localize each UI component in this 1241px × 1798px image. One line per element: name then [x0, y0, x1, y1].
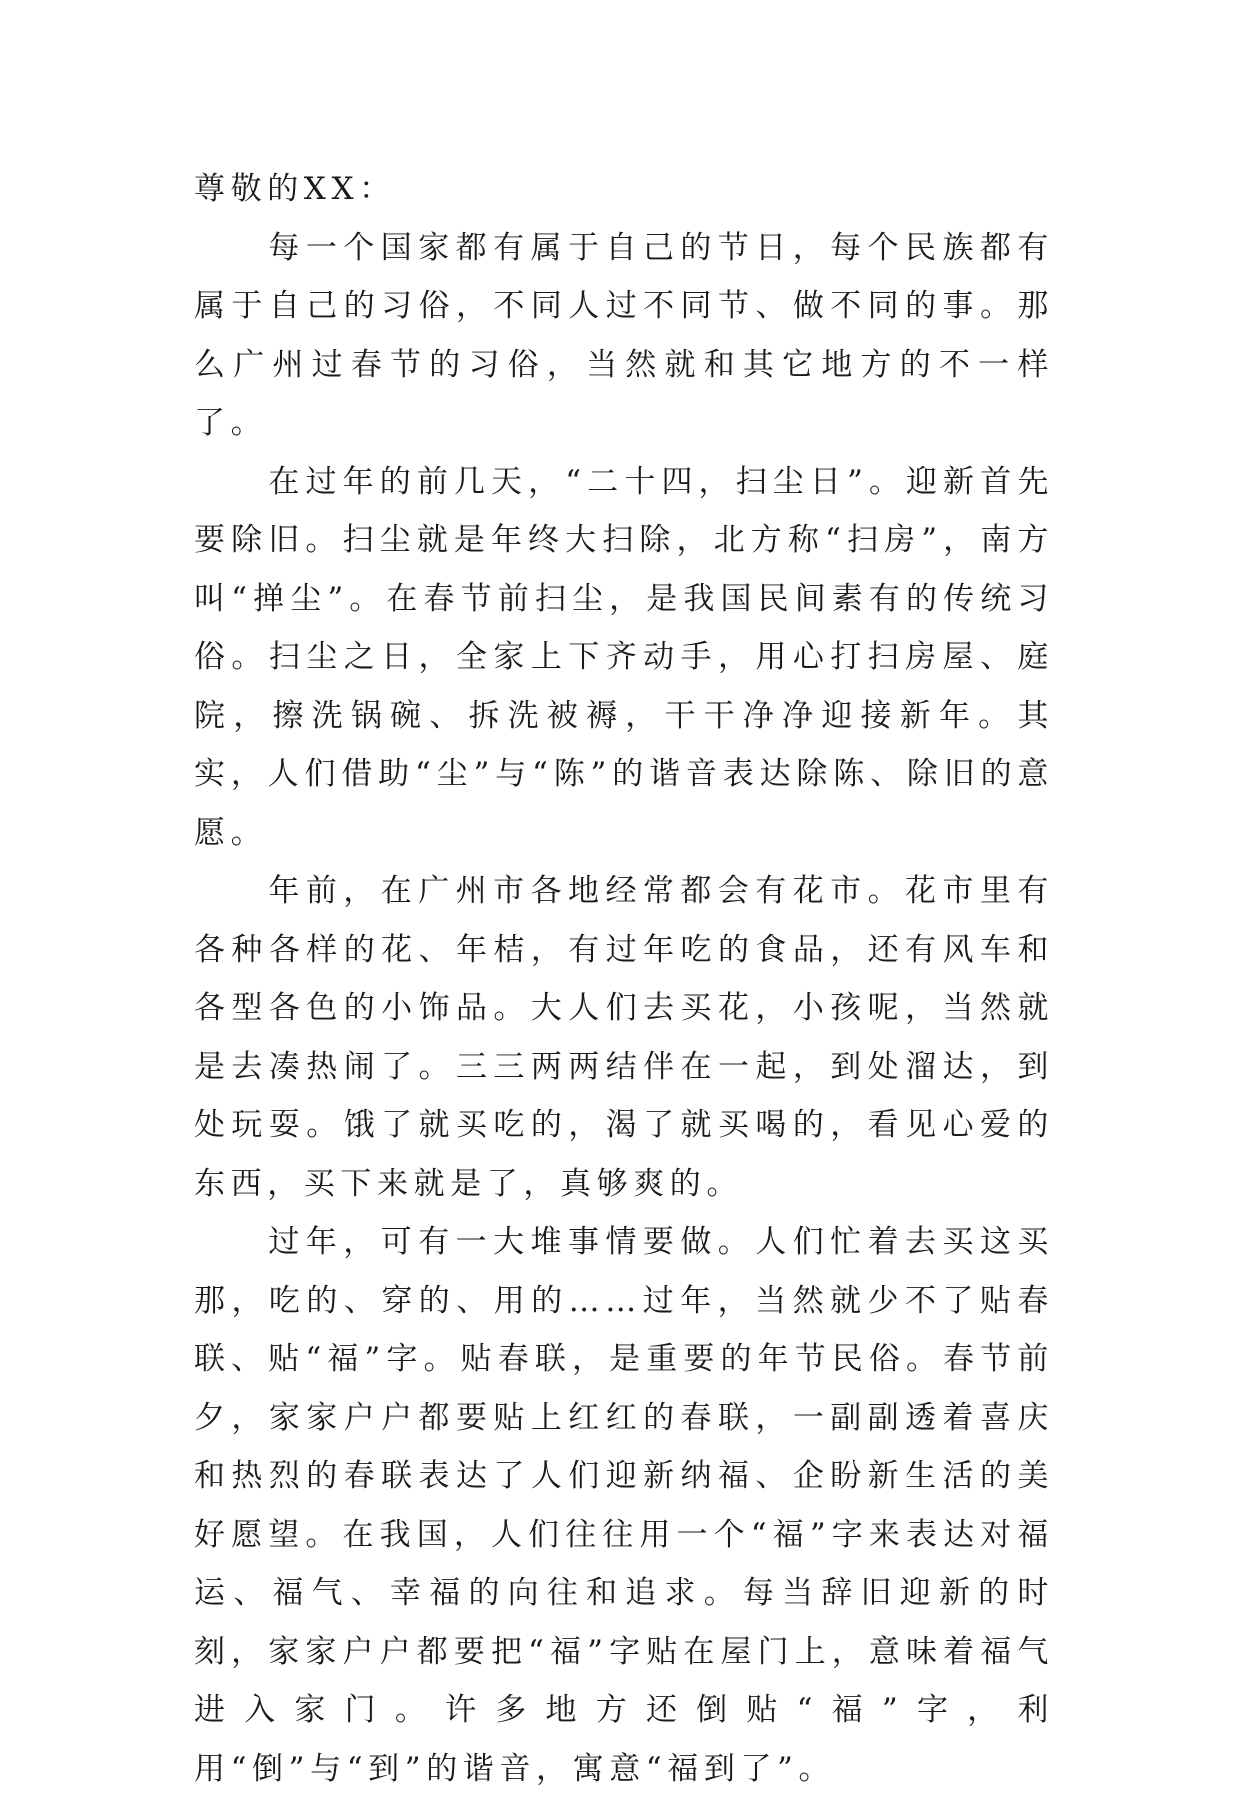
paragraph-2: 在过年的前几天，“二十四，扫尘日”。迎新首先要除旧。扫尘就是年终大扫除，北方称“扫房”，南方叫“掸尘”。在春节前扫尘，是我国民间素有的传统习俗。扫尘之日，全家上下齐动手，用心打扫房屋、庭院，擦洗锅碗、拆洗被褥，干干净净迎接新年。其实，人们借助“尘”与“陈”的谐音表达除陈、除旧的意愿。	[194, 463, 1054, 851]
paragraph-3: 年前，在广州市各地经常都会有花市。花市里有各种各样的花、年桔，有过年吃的食品，还有风车和各型各色的小饰品。大人们去买花，小孩呢，当然就是去凑热闹了。三三两两结伴在一起，到处溜达，到处玩耍。饿了就买吃的，渴了就买喝的，看见心爱的东西，买下来就是了，真够爽的。	[194, 873, 1054, 1202]
paragraph-4: 过年，可有一大堆事情要做。人们忙着去买这买那，吃的、穿的、用的……过年，当然就少不了贴春联、贴“福”字。贴春联，是重要的年节民俗。春节前夕，家家户户都要贴上红红的春联，一副副透着喜庆和热烈的春联表达了人们迎新纳福、企盼新生活的美好愿望。在我国，人们往往用一个“福”字来表达对福运、福气、幸福的向往和追求。每当辞旧迎新的时刻，家家户户都要把“福”字贴在屋门上，意味着福气进入家门。许多地方还倒贴“福”字，利用“倒”与“到”的谐音，寓意“福到了”。	[194, 1224, 1054, 1787]
salutation: 尊敬的XX：	[194, 171, 396, 207]
document-body	[194, 160, 1054, 1798]
paragraph-1: 每一个国家都有属于自己的节日，每个民族都有属于自己的习俗，不同人过不同节、做不同的事。那么广州过春节的习俗，当然就和其它地方的不一样了。	[194, 229, 1054, 441]
